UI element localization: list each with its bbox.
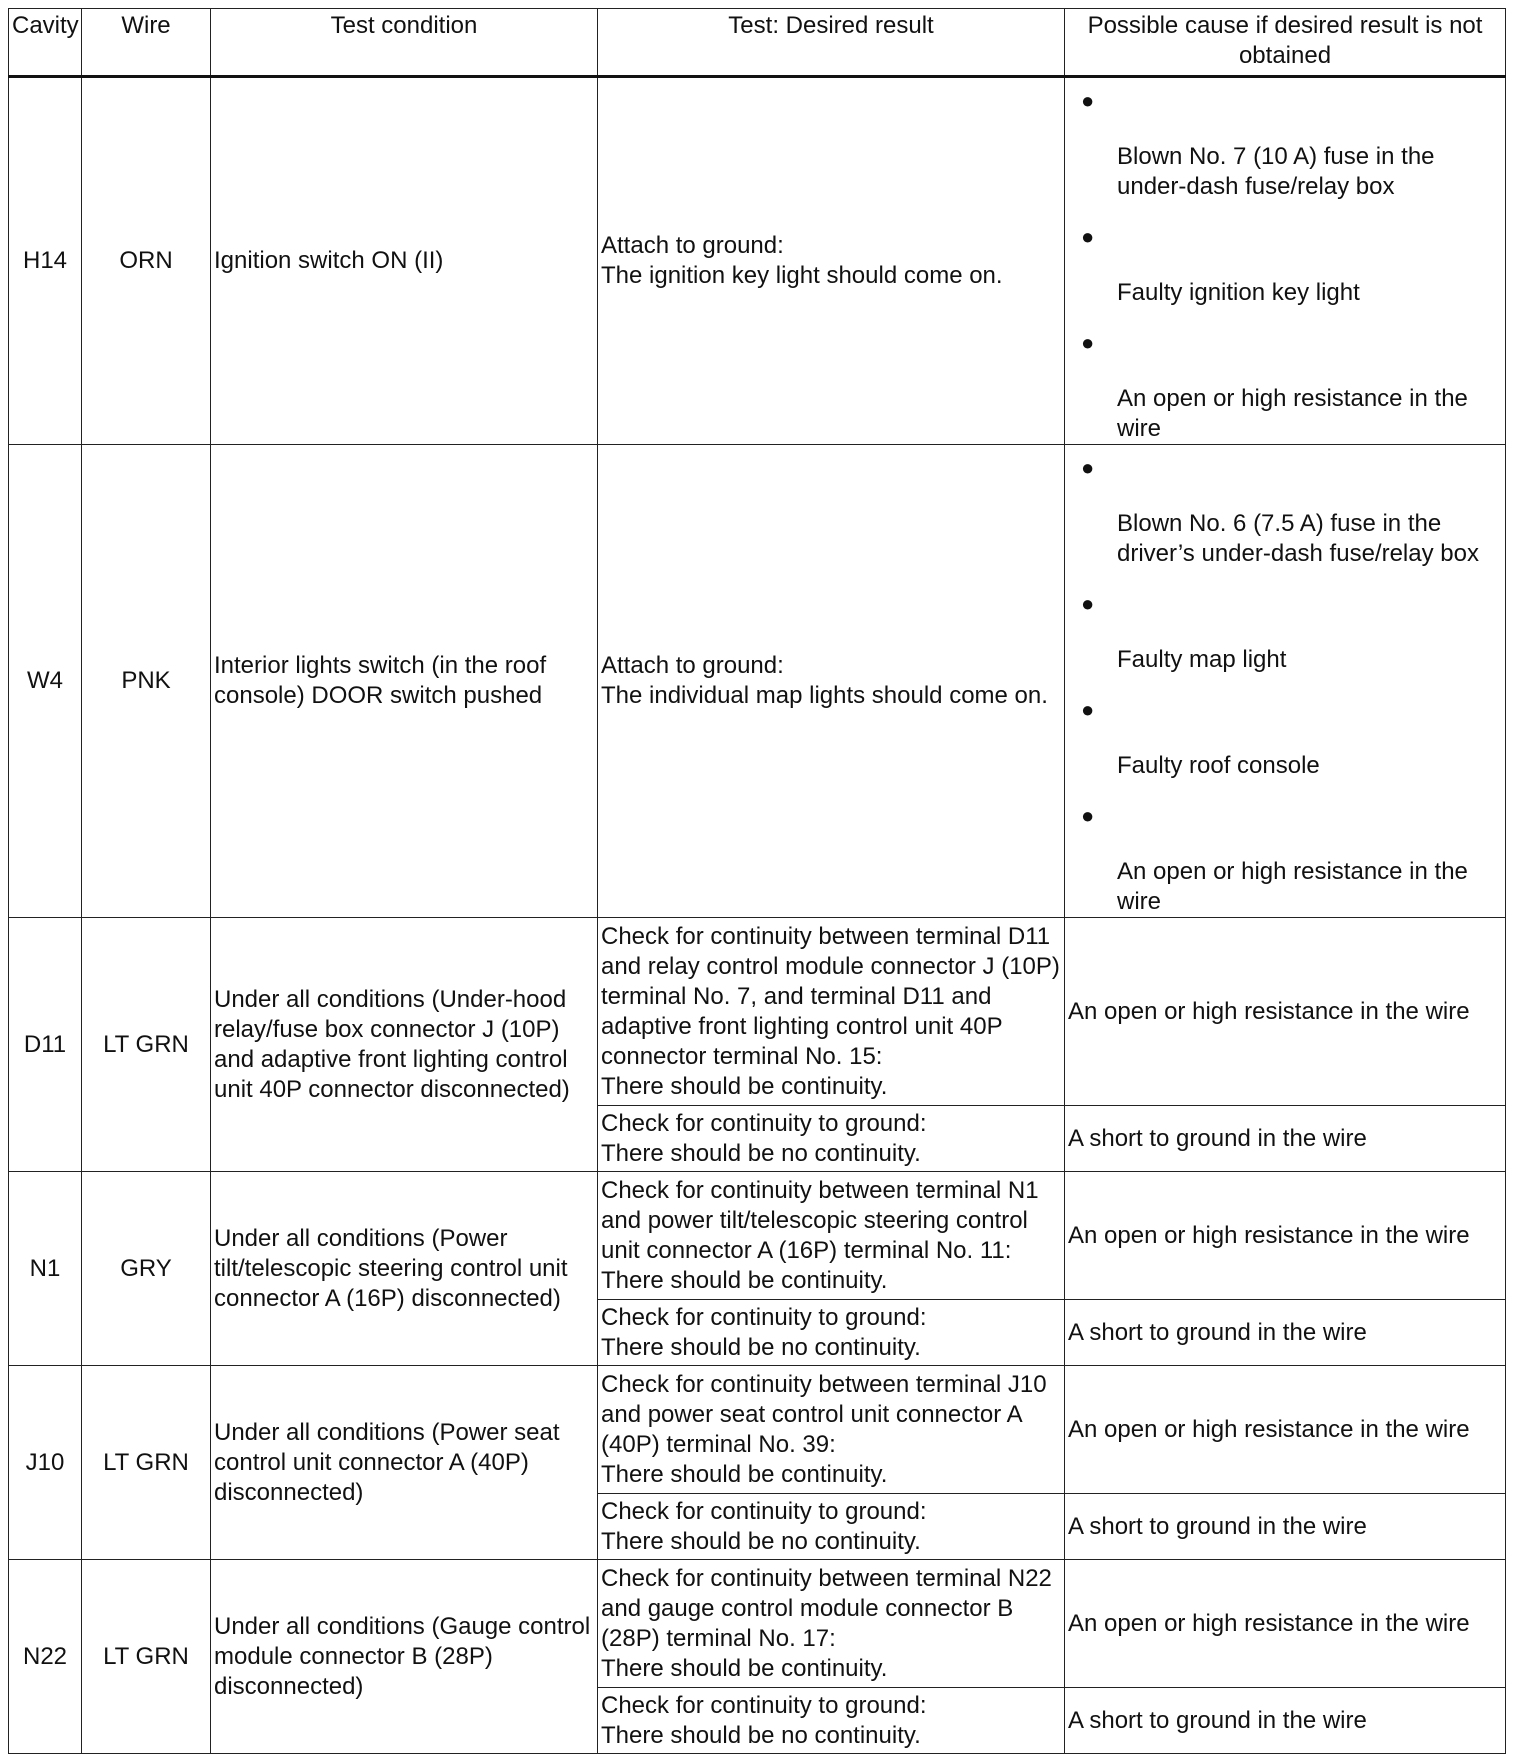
condition-cell: Interior lights switch (in the roof console) DOOR switch pushed (211, 445, 598, 918)
cause-text: Faulty roof console (1117, 752, 1320, 779)
condition-cell: Under all conditions (Power seat control unit connector A (40P) disconnected) (211, 1366, 598, 1560)
result-cell: Attach to ground: The ignition key light should come on. (598, 77, 1065, 445)
wire-cell: LT GRN (82, 918, 211, 1172)
cause-cell: A short to ground in the wire (1065, 1300, 1506, 1366)
cause-list-cell (1065, 445, 1506, 918)
table-row (9, 77, 1506, 445)
cause-cell: An open or high resistance in the wire (1065, 918, 1506, 1106)
cause-item (1081, 453, 1501, 569)
condition-cell: Ignition switch ON (II) (211, 77, 598, 445)
table-row (9, 918, 1506, 1106)
result-cell: Attach to ground: The individual map lights should come on. (598, 445, 1065, 918)
result-cell: Check for continuity between terminal D11 and relay control module connector J (10P) terminal No. 7, and terminal D11 and adaptive front lighting control unit 40P connector terminal No. 15: There should be continuity. (598, 918, 1065, 1106)
cause-list-cell (1065, 77, 1506, 445)
condition-cell: Under all conditions (Under-hood relay/fuse box connector J (10P) and adaptive front lighting control unit 40P connector disconnected) (211, 918, 598, 1172)
cause-item (1081, 801, 1501, 917)
cause-cell: A short to ground in the wire (1065, 1688, 1506, 1754)
cause-text: Blown No. 6 (7.5 A) fuse in the driver’s under-dash fuse/relay box (1117, 510, 1479, 567)
condition-cell: Under all conditions (Power tilt/telescopic steering control unit connector A (16P) disconnected) (211, 1172, 598, 1366)
cause-text: Blown No. 7 (10 A) fuse in the under-dash fuse/relay box (1117, 143, 1435, 200)
header-row (9, 9, 1506, 77)
header-wire: Wire (82, 9, 211, 77)
condition-cell: Under all conditions (Gauge control module connector B (28P) disconnected) (211, 1560, 598, 1754)
result-cell: Check for continuity to ground: There should be no continuity. (598, 1106, 1065, 1172)
bullet-icon: ● (1081, 224, 1095, 249)
cause-cell: An open or high resistance in the wire (1065, 1560, 1506, 1688)
wire-cell: PNK (82, 445, 211, 918)
cause-item (1081, 222, 1501, 308)
cause-item (1081, 86, 1501, 202)
bullet-icon: ● (1081, 591, 1095, 616)
wire-cell: GRY (82, 1172, 211, 1366)
result-cell: Check for continuity between terminal N22 and gauge control module connector B (28P) terminal No. 17: There should be continuity. (598, 1560, 1065, 1688)
cause-text: An open or high resistance in the wire (1117, 858, 1468, 915)
bullet-icon: ● (1081, 697, 1095, 722)
cavity-cell: H14 (9, 77, 82, 445)
bullet-icon: ● (1081, 330, 1095, 355)
table-row (9, 1560, 1506, 1688)
cause-item (1081, 589, 1501, 675)
cavity-cell: J10 (9, 1366, 82, 1560)
bullet-icon: ● (1081, 803, 1095, 828)
cause-cell: A short to ground in the wire (1065, 1494, 1506, 1560)
header-test-condition: Test condition (211, 9, 598, 77)
table-row (9, 1366, 1506, 1494)
cause-cell: A short to ground in the wire (1065, 1106, 1506, 1172)
cause-item (1081, 695, 1501, 781)
result-cell: Check for continuity between terminal N1 and power tilt/telescopic steering control unit connector A (16P) terminal No. 11: There should be continuity. (598, 1172, 1065, 1300)
cause-item (1081, 328, 1501, 444)
result-cell: Check for continuity to ground: There should be no continuity. (598, 1300, 1065, 1366)
cavity-cell: D11 (9, 918, 82, 1172)
wire-cell: LT GRN (82, 1366, 211, 1560)
table-row (9, 1172, 1506, 1300)
table-row (9, 445, 1506, 918)
cause-text: An open or high resistance in the wire (1117, 385, 1468, 442)
cause-text: Faulty ignition key light (1117, 279, 1360, 306)
result-cell: Check for continuity between terminal J10 and power seat control unit connector A (40P) terminal No. 39: There should be continuity. (598, 1366, 1065, 1494)
cavity-cell: N22 (9, 1560, 82, 1754)
cavity-cell: W4 (9, 445, 82, 918)
connector-test-table (8, 8, 1506, 1754)
result-cell: Check for continuity to ground: There should be no continuity. (598, 1688, 1065, 1754)
cause-cell: An open or high resistance in the wire (1065, 1366, 1506, 1494)
wire-cell: ORN (82, 77, 211, 445)
header-desired-result: Test: Desired result (598, 9, 1065, 77)
bullet-icon: ● (1081, 88, 1095, 113)
header-possible-cause: Possible cause if desired result is not obtained (1065, 9, 1506, 77)
header-cavity: Cavity (9, 9, 82, 77)
cause-text: Faulty map light (1117, 646, 1287, 673)
cavity-cell: N1 (9, 1172, 82, 1366)
wire-cell: LT GRN (82, 1560, 211, 1754)
result-cell: Check for continuity to ground: There should be no continuity. (598, 1494, 1065, 1560)
cause-cell: An open or high resistance in the wire (1065, 1172, 1506, 1300)
bullet-icon: ● (1081, 455, 1095, 480)
